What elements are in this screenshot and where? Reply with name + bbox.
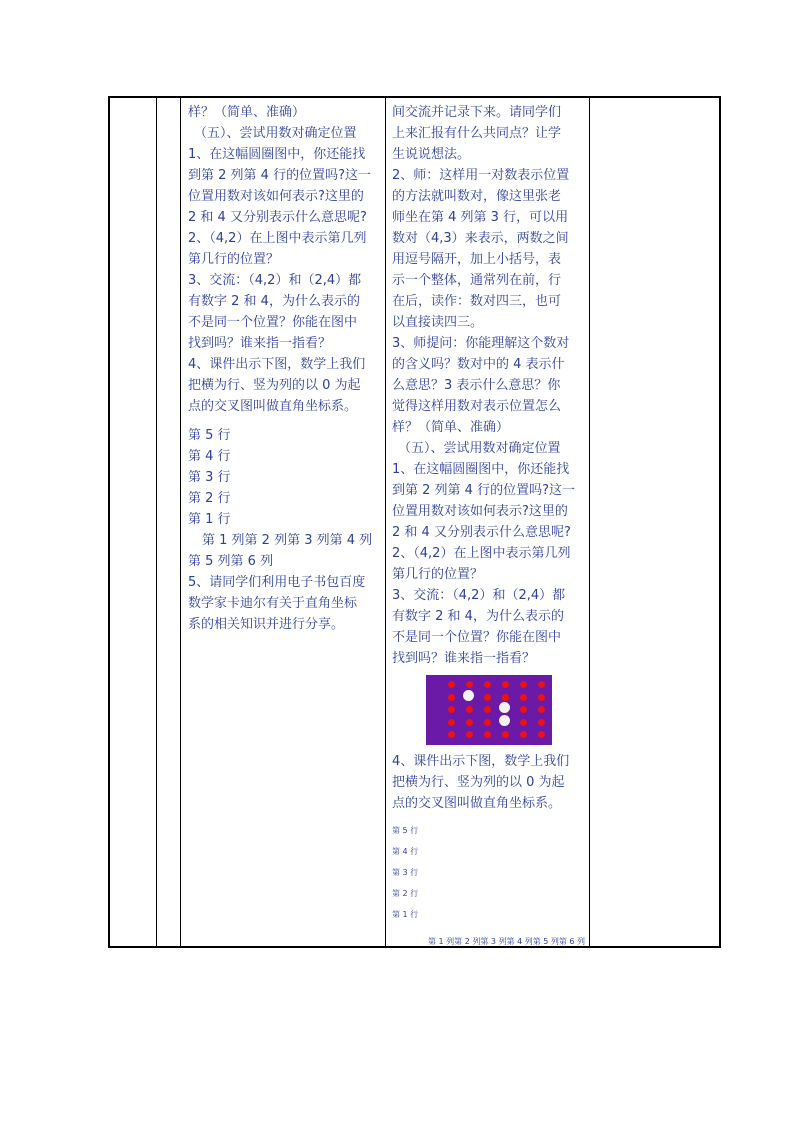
text-line: 4、课件出示下图，数学上我们 [188, 357, 366, 372]
text-line: 系的相关知识并进行分享。 [188, 617, 345, 632]
text-line: 找到吗？谁来指一指看？ [188, 336, 332, 351]
column-divider [180, 98, 181, 946]
text-line: 2 和 4 又分别表示什么意思呢? [392, 525, 571, 540]
text-line: 3、师提问：你能理解这个数对 [392, 336, 570, 351]
column-labels: 第 5 列第 6 列 [188, 554, 274, 569]
text-line: 第几行的位置？ [188, 252, 280, 267]
highlighted-circle [499, 702, 510, 713]
grid-circle [484, 719, 491, 726]
highlighted-circle [499, 715, 510, 726]
circle-grid-figure [426, 675, 552, 745]
text-line: 数对（4,3）来表示，两数之间 [392, 231, 569, 246]
text-line: 样？（简单、准确） [188, 105, 306, 120]
text-line: 把横为行、竖为列的以 0 为起 [392, 775, 565, 790]
text-line: 有数字 2 和 4，为什么表示的 [188, 294, 360, 309]
text-line: 1、在这幅圆圈图中，你还能找 [188, 147, 366, 162]
grid-circle [448, 719, 455, 726]
text-line: 觉得这样用数对表示位置怎么 [392, 399, 562, 414]
text-line: 不是同一个位置？你能在图中 [392, 630, 562, 645]
text-line: 生说说想法。 [392, 147, 471, 162]
grid-circle [520, 731, 527, 738]
text-line: 不是同一个位置？你能在图中 [188, 315, 358, 330]
grid-circle [484, 706, 491, 713]
grid-circle [484, 694, 491, 701]
row-label: 第 5 行 [392, 826, 419, 835]
text-line: 2 和 4 又分别表示什么意思呢? [188, 210, 367, 225]
text-line: 点的交叉图叫做直角坐标系。 [392, 796, 562, 811]
grid-circle [538, 731, 545, 738]
text-line: 示一个整体，通常列在前，行 [392, 273, 562, 288]
text-line: 到第 2 列第 4 行的位置吗?这一 [188, 168, 371, 183]
grid-circle [466, 719, 473, 726]
teacher-column [392, 102, 592, 946]
column-labels: 第 1 列第 2 列第 3 列第 4 列第 5 列第 6 列 [428, 937, 586, 946]
grid-circle [502, 694, 509, 701]
grid-circle [466, 731, 473, 738]
text-line: 3、交流：（4,2）和（2,4）都 [392, 588, 566, 603]
row-label: 第 1 行 [392, 910, 419, 919]
text-line: 间交流并记录下来。请同学们 [392, 105, 562, 120]
text-line: 1、在这幅圆圈图中，你还能找 [392, 462, 570, 477]
section-heading: （五）、尝试用数对确定位置 [398, 441, 561, 456]
grid-circle [502, 681, 509, 688]
text-line: 第几行的位置？ [392, 567, 484, 582]
text-line: 到第 2 列第 4 行的位置吗?这一 [392, 483, 575, 498]
grid-circle [448, 681, 455, 688]
grid-circle [538, 681, 545, 688]
grid-circle [448, 694, 455, 701]
row-label: 第 1 行 [188, 512, 231, 527]
text-line: 师坐在第 4 列第 3 行，可以用 [392, 210, 569, 225]
text-line: 以直接读四三。 [392, 315, 484, 330]
text-line: 4、课件出示下图，数学上我们 [392, 754, 570, 769]
grid-circle [484, 681, 491, 688]
text-line: 5、请同学们利用电子书包百度 [188, 575, 366, 590]
text-line: 数学家卡迪尔有关于直角坐标 [188, 596, 358, 611]
row-label: 第 2 行 [188, 491, 231, 506]
row-label: 第 5 行 [188, 428, 231, 443]
text-line: 2、师：这样用一对数表示位置 [392, 168, 570, 183]
grid-circle [520, 719, 527, 726]
text-line: 的方法就叫数对，像这里张老 [392, 189, 562, 204]
grid-circle [538, 706, 545, 713]
highlighted-circle [463, 690, 474, 701]
row-label: 第 3 行 [392, 868, 419, 877]
row-label: 第 4 行 [188, 449, 231, 464]
grid-circle [538, 719, 545, 726]
text-line: 3、交流：（4,2）和（2,4）都 [188, 273, 362, 288]
text-line: 位置用数对该如何表示?这里的 [188, 189, 364, 204]
grid-circle [484, 731, 491, 738]
text-line: 点的交叉图叫做直角坐标系。 [188, 399, 358, 414]
grid-circle [538, 694, 545, 701]
grid-circle [520, 694, 527, 701]
text-line: 2、（4,2）在上图中表示第几列 [392, 546, 571, 561]
text-line: 位置用数对该如何表示?这里的 [392, 504, 568, 519]
text-line: 2、（4,2）在上图中表示第几列 [188, 231, 367, 246]
text-line: 在后，读作：数对四三，也可 [392, 294, 562, 309]
grid-circle [448, 706, 455, 713]
lesson-table [108, 96, 721, 948]
row-label: 第 3 行 [188, 470, 231, 485]
grid-circle [520, 706, 527, 713]
activity-column [188, 102, 388, 946]
column-labels: 第 1 列第 2 列第 3 列第 4 列 [202, 533, 373, 548]
text-line: 找到吗？谁来指一指看？ [392, 651, 536, 666]
row-label: 第 2 行 [392, 889, 419, 898]
text-line: 的含义吗？数对中的 4 表示什 [392, 357, 565, 372]
grid-circle [448, 731, 455, 738]
grid-circle [502, 731, 509, 738]
text-line: 上来汇报有什么共同点？让学 [392, 126, 562, 141]
text-line: 样？（简单、准确） [392, 420, 510, 435]
grid-circle [520, 681, 527, 688]
section-heading: （五）、尝试用数对确定位置 [194, 126, 357, 141]
text-line: 么意思？3 表示什么意思？你 [392, 378, 561, 393]
row-label: 第 4 行 [392, 847, 419, 856]
text-line: 用逗号隔开，加上小括号，表 [392, 252, 562, 267]
column-divider [156, 98, 157, 946]
grid-circle [466, 681, 473, 688]
text-line: 有数字 2 和 4，为什么表示的 [392, 609, 564, 624]
text-line: 把横为行、竖为列的以 0 为起 [188, 378, 361, 393]
grid-circle [466, 706, 473, 713]
